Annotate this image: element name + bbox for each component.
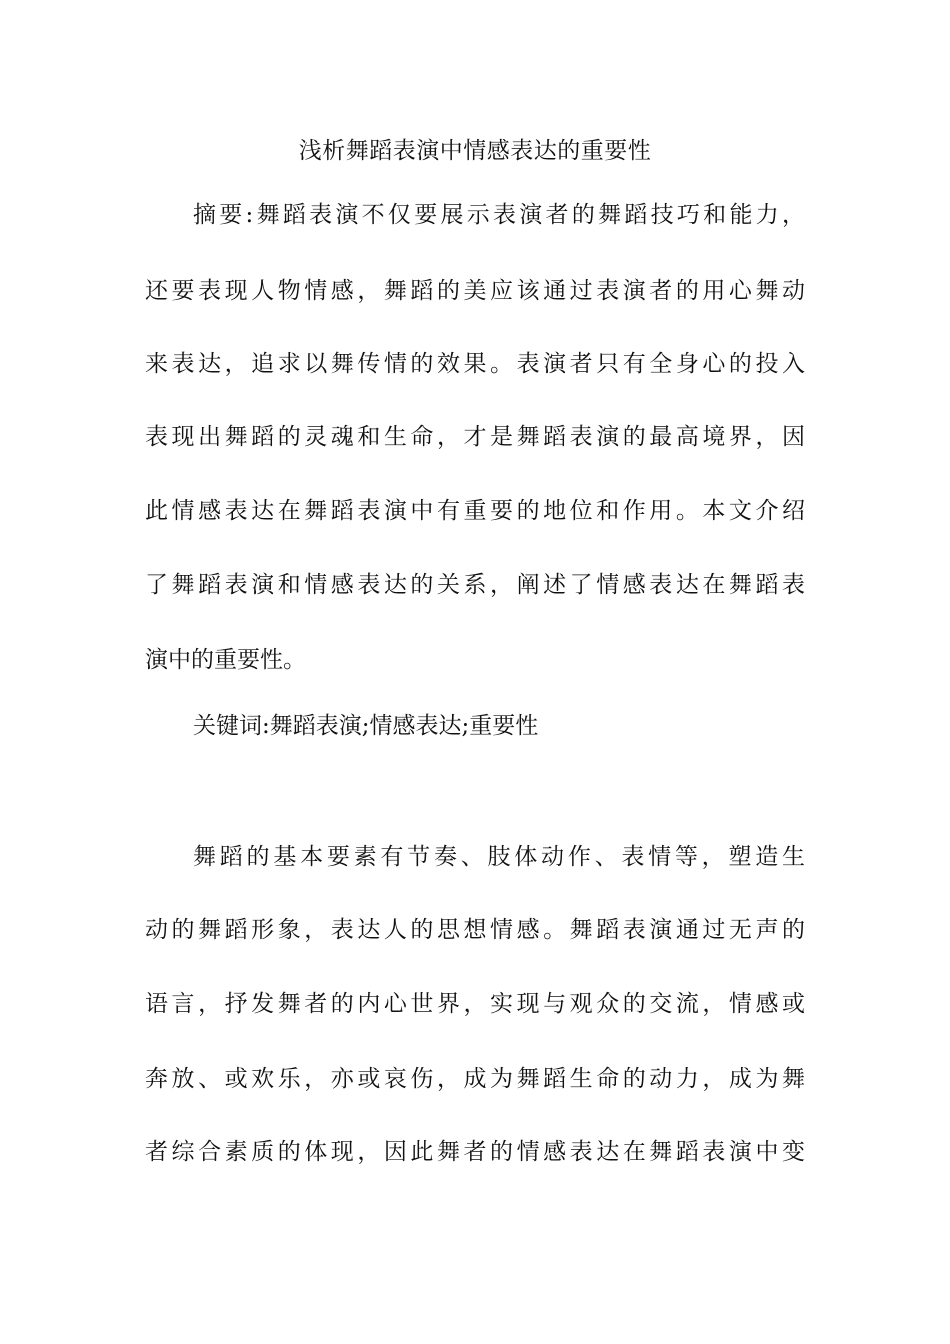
keywords-line: 关键词:舞蹈表演;情感表达;重要性: [193, 713, 539, 739]
abstract-line: 摘要:舞蹈表演不仅要展示表演者的舞蹈技巧和能力，: [193, 202, 805, 228]
abstract-line: 来表达，追求以舞传情的效果。表演者只有全身心的投入: [145, 351, 805, 377]
document-title: 浅析舞蹈表演中情感表达的重要性: [298, 138, 652, 164]
body-line: 语言，抒发舞者的内心世界，实现与观众的交流，情感或: [145, 991, 805, 1017]
body-line: 奔放、或欢乐，亦或哀伤，成为舞蹈生命的动力，成为舞: [145, 1066, 805, 1092]
abstract-line: 还要表现人物情感，舞蹈的美应该通过表演者的用心舞动: [145, 278, 805, 304]
body-line: 舞蹈的基本要素有节奏、肢体动作、表情等，塑造生: [193, 844, 805, 870]
abstract-line: 此情感表达在舞蹈表演中有重要的地位和作用。本文介绍: [145, 498, 805, 524]
abstract-line: 表现出舞蹈的灵魂和生命，才是舞蹈表演的最高境界，因: [145, 424, 805, 450]
abstract-line: 了舞蹈表演和情感表达的关系，阐述了情感表达在舞蹈表: [145, 572, 805, 598]
body-line: 动的舞蹈形象，表达人的思想情感。舞蹈表演通过无声的: [145, 917, 805, 943]
body-line: 者综合素质的体现，因此舞者的情感表达在舞蹈表演中变: [145, 1139, 805, 1165]
abstract-line: 演中的重要性。: [145, 647, 306, 673]
